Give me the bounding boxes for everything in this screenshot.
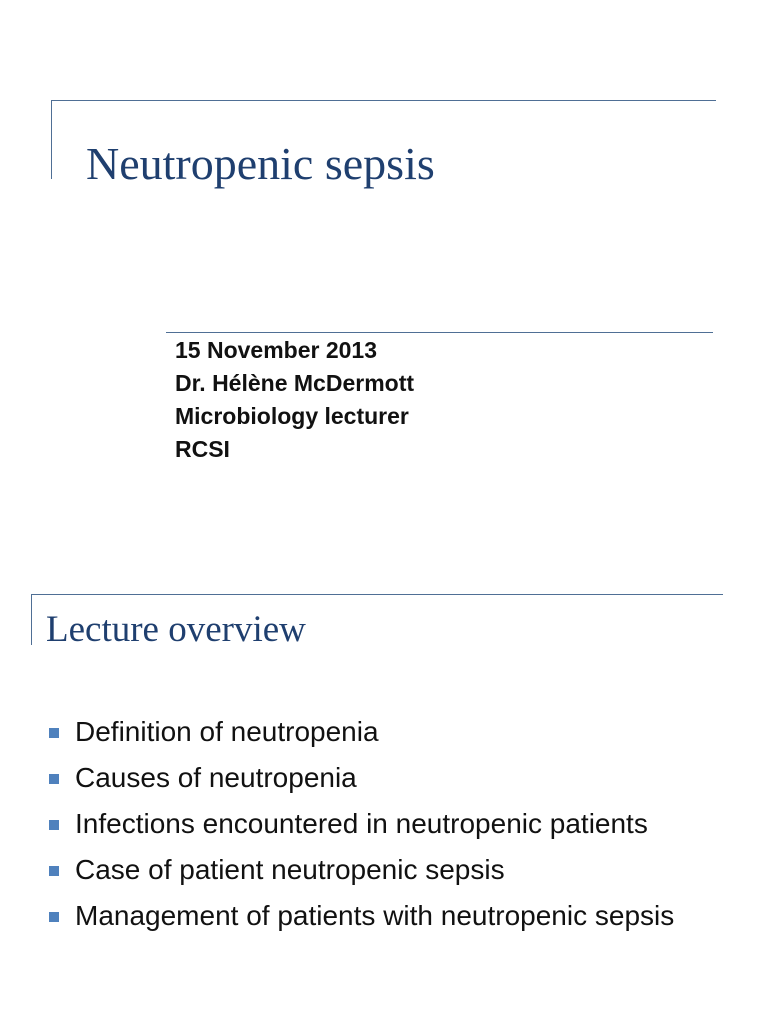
presenter-role: Microbiology lecturer [175, 403, 409, 429]
square-bullet-icon [49, 912, 59, 922]
list-item-text: Infections encountered in neutropenic patients [75, 808, 648, 839]
square-bullet-icon [49, 774, 59, 784]
list-item [46, 900, 726, 932]
square-bullet-icon [49, 866, 59, 876]
presenter-name: Dr. Hélène McDermott [175, 370, 415, 396]
square-bullet-icon [49, 728, 59, 738]
list-item [46, 762, 726, 794]
list-item-text: Management of patients with neutropenic sepsis [75, 900, 675, 931]
overview-frame-top-rule [31, 594, 723, 595]
presentation-date: 15 November 2013 [175, 337, 378, 363]
presenter-institution: RCSI [175, 436, 230, 462]
list-item [46, 854, 726, 886]
list-item [46, 716, 726, 748]
overview-bullet-list [46, 716, 726, 946]
overview-title: Lecture overview [46, 609, 306, 650]
subtitle-rule [166, 332, 713, 333]
title-frame-top-rule [51, 100, 716, 101]
list-item-text: Definition of neutropenia [75, 716, 379, 747]
subtitle-block [175, 334, 414, 466]
slide-title: Neutropenic sepsis [86, 138, 435, 189]
title-frame-left-rule [51, 100, 52, 179]
overview-slide [0, 566, 768, 1024]
overview-frame-left-rule [31, 594, 32, 645]
list-item-text: Case of patient neutropenic sepsis [75, 854, 505, 885]
list-item-text: Causes of neutropenia [75, 762, 357, 793]
list-item [46, 808, 726, 840]
square-bullet-icon [49, 820, 59, 830]
